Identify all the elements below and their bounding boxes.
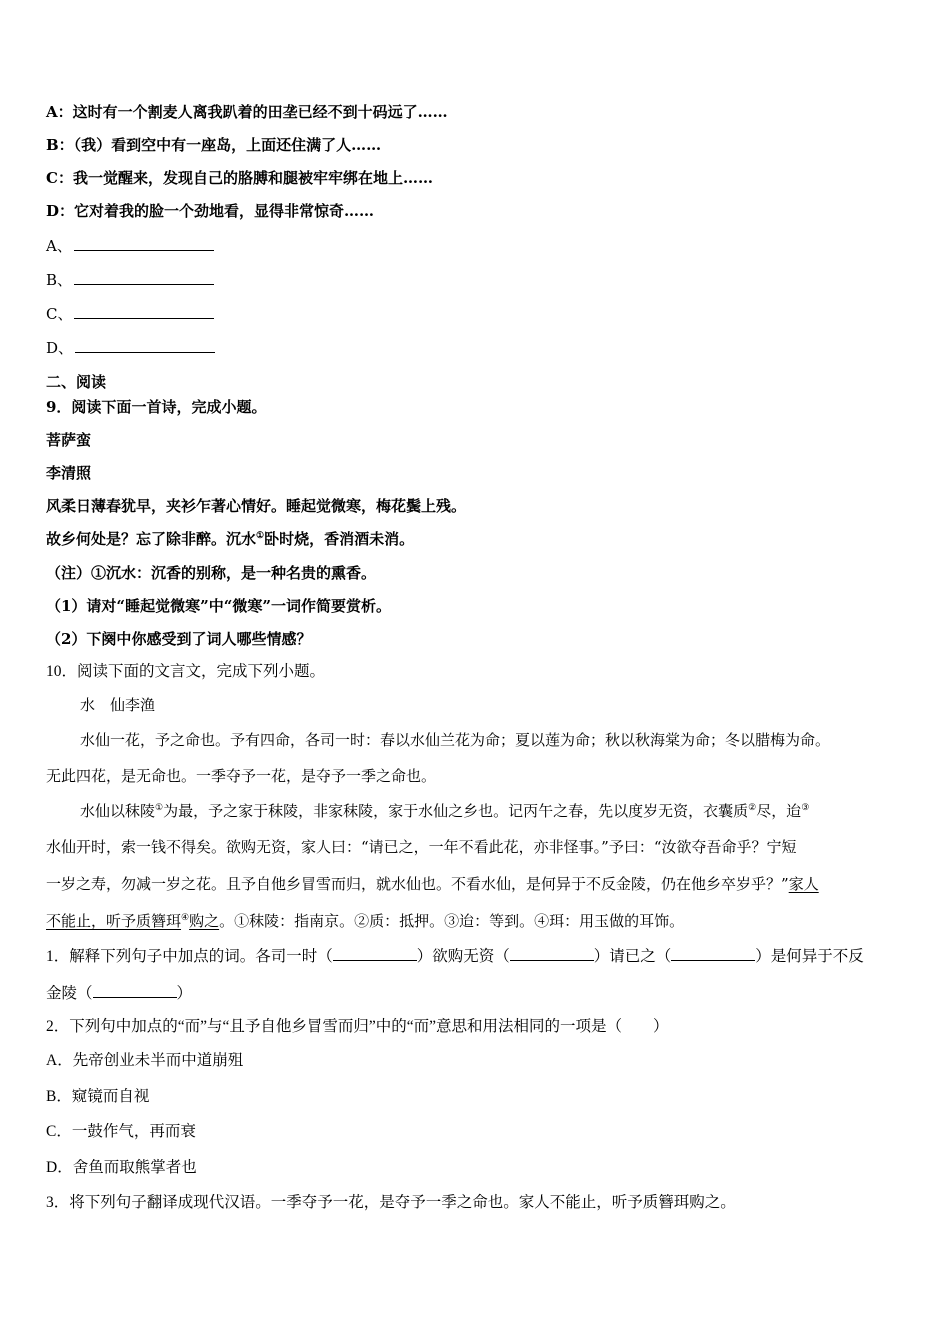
answer-line[interactable] (74, 236, 214, 251)
q9-subquestion-2: （2）下阕中你感受到了词人哪些情感？ (46, 630, 312, 648)
section-heading: 二、阅读 (46, 373, 107, 391)
passage-text: 一岁之寿，勿减一岁之花。且予自他乡冒雪而归，就水仙也。不看水仙，是何异于不反金陵，仍在他乡卒岁乎？” (46, 875, 789, 893)
sub-question-3: 3．将下列句子翻译成现代汉语。一季夺予一花，是夺予一季之命也。家人不能止，听予质簪珥购之。 (46, 1194, 736, 1211)
order-option-c: C：我一觉醒来，发现自己的胳膊和腿被牢牢绑在地上…… (46, 169, 433, 187)
sub-q1-text: ）是何异于不反 (755, 948, 864, 965)
answer-line[interactable] (74, 270, 214, 285)
sub-q1-text: 金陵（ (46, 985, 93, 1002)
q9-prompt: 9．阅读下面一首诗，完成小题。 (46, 398, 267, 416)
note-marker: ③ (801, 803, 810, 813)
poem-line-1: 风柔日薄春犹早，夹衫乍著心情好。睡起觉微寒，梅花鬓上残。 (46, 497, 467, 515)
sub-question-2-stem: 2．下列句中加点的“而”与“且予自他乡冒雪而归”中的“而”意思和用法相同的一项是（ ） (46, 1018, 669, 1035)
q10-prompt: 10．阅读下面的文言文，完成下列小题。 (46, 663, 326, 680)
answer-blank-label: D、 (46, 339, 74, 357)
note-marker: ④ (181, 913, 190, 923)
passage-p1-line2: 无此四花，是无命也。一季夺予一花，是夺予一季之命也。 (46, 767, 437, 785)
passage-text: 水仙以秣陵 (80, 802, 156, 820)
sub-q1-text: 1．解释下列句子中加点的词。各司一时（ (46, 948, 333, 965)
sub-q1-text: ）请已之（ (593, 948, 672, 965)
q9-subquestion-1: （1）请对“睡起觉微寒”中“微寒”一词作简要赏析。 (46, 597, 391, 615)
answer-blank-label: A、 (46, 237, 72, 255)
sub-q1-text: ）欲购无资（ (416, 948, 510, 965)
passage-notes: 。①秣陵：指南京。②质：抵押。③迨：等到。④珥：用玉做的耳饰。 (219, 912, 685, 930)
poem-title: 菩萨蛮 (46, 431, 92, 449)
answer-blank-label: B、 (46, 271, 73, 289)
passage-p2-line3 (46, 874, 819, 894)
passage-text: 尽，迨 (756, 802, 802, 820)
poem-line-2-part: 故乡何处是？忘了除非醉。沉水 (46, 530, 257, 548)
fill-blank-4[interactable] (93, 983, 177, 998)
fill-blank-1[interactable] (333, 946, 417, 961)
answer-blank-c[interactable] (46, 304, 214, 324)
sub-question-1-line2 (46, 983, 192, 1004)
passage-p1-line1: 水仙一花，予之命也。予有四命，各司一时：春以水仙兰花为命；夏以莲为命；秋以秋海棠为命；冬以腊梅为命。 (80, 731, 831, 749)
passage-p2-line2: 水仙开时，索一钱不得矣。欲购无资，家人曰：“请已之，一年不看此花，亦非怪事。”予曰：“汝欲夺吾命乎？宁短 (46, 838, 797, 856)
fill-blank-3[interactable] (671, 946, 755, 961)
poem-annotation: （注）①沉水：沉香的别称，是一种名贵的熏香。 (46, 564, 377, 582)
passage-p2-line4 (46, 911, 684, 931)
poet-name: 李清照 (46, 464, 92, 482)
passage-title: 水 仙李渔 (80, 696, 156, 714)
note-marker: ① (155, 803, 164, 813)
order-option-d: D：它对着我的脸一个劲地看，显得非常惊奇…… (46, 202, 375, 220)
choice-d[interactable]: D．舍鱼而取熊掌者也 (46, 1159, 197, 1176)
choice-b[interactable]: B．窥镜而自视 (46, 1088, 150, 1105)
note-marker: ② (748, 803, 757, 813)
note-marker: ① (256, 531, 265, 541)
underlined-text: 购之 (189, 912, 220, 930)
underlined-text: 家人 (788, 875, 819, 893)
choice-c[interactable]: C．一鼓作气，再而衰 (46, 1123, 196, 1140)
sub-question-1-line1 (46, 946, 864, 967)
passage-p2-line1 (80, 801, 809, 821)
answer-line[interactable] (74, 304, 214, 319)
order-option-a: A：这时有一个割麦人离我趴着的田垄已经不到十码远了…… (46, 103, 448, 121)
poem-line-2 (46, 529, 414, 549)
passage-text: 为最，予之家于秣陵，非家秣陵，家于水仙之乡也。记丙午之春，先以度岁无资，衣囊质 (163, 802, 749, 820)
answer-blank-d[interactable] (46, 338, 215, 358)
poem-line-2-part: 卧时烧，香消酒未消。 (264, 530, 415, 548)
answer-blank-label: C、 (46, 305, 73, 323)
answer-blank-b[interactable] (46, 270, 214, 290)
underlined-text: 不能止，听予质簪珥 (46, 912, 182, 930)
choice-a[interactable]: A．先帝创业未半而中道崩殂 (46, 1052, 244, 1069)
fill-blank-2[interactable] (510, 946, 594, 961)
answer-blank-a[interactable] (46, 236, 214, 256)
sub-q1-text: ） (176, 985, 193, 1002)
order-option-b: B：（我）看到空中有一座岛，上面还住满了人…… (46, 136, 382, 154)
answer-line[interactable] (75, 338, 215, 353)
